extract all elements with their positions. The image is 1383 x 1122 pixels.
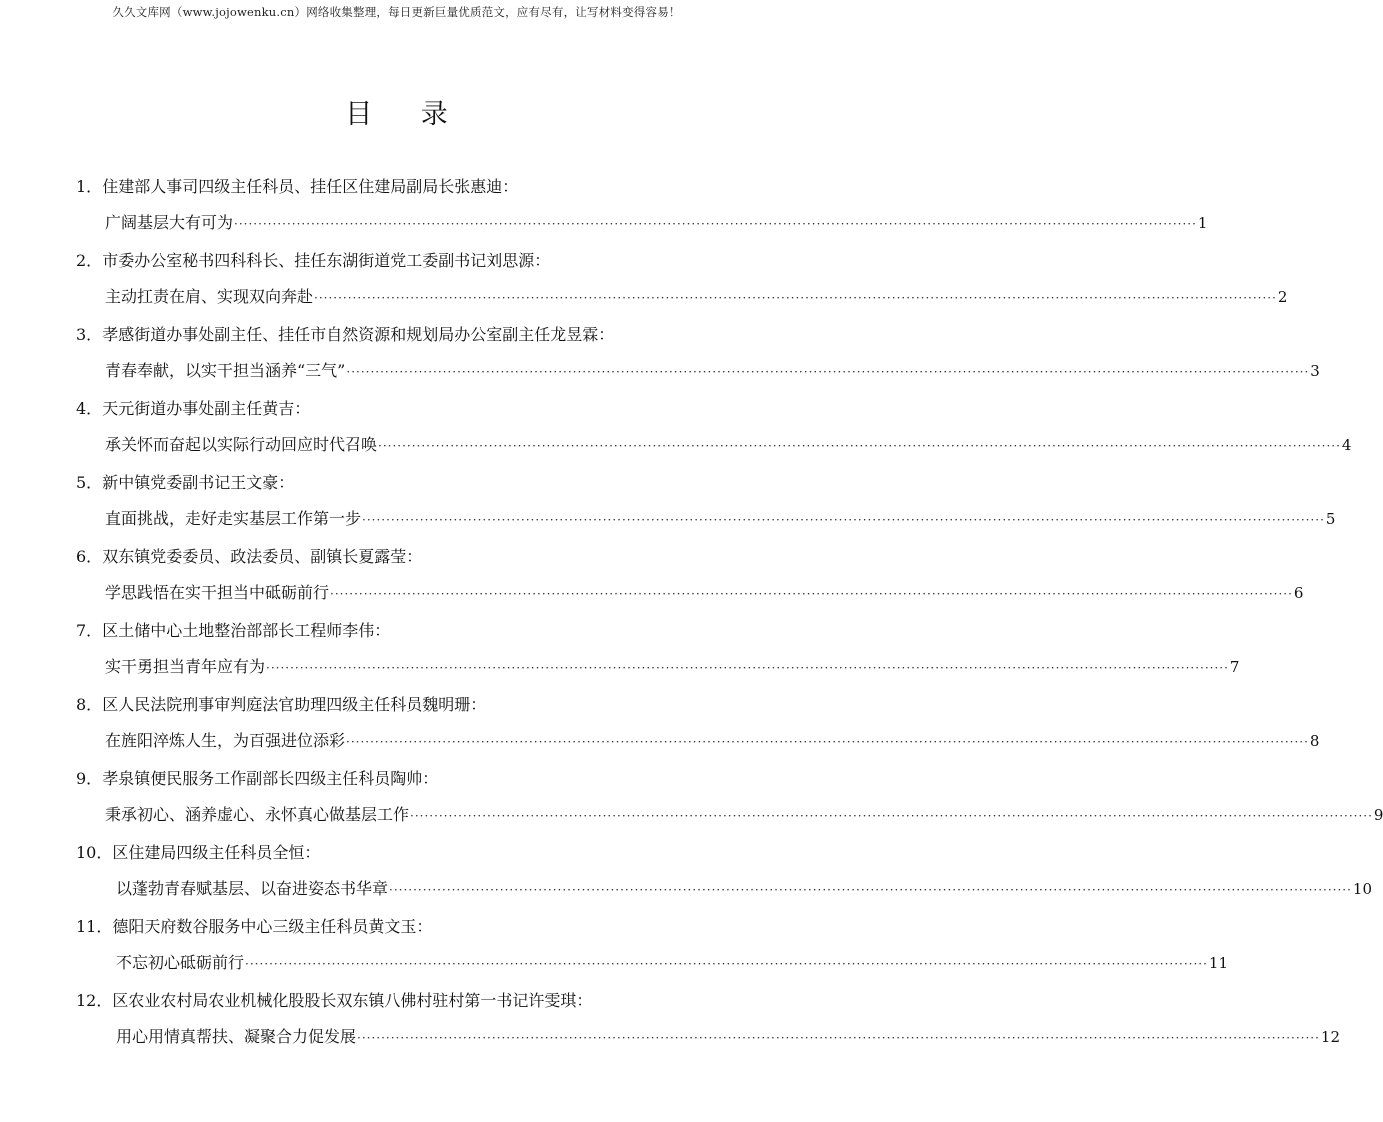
toc-entry-subtitle: 实干勇担当青年应有为	[105, 657, 266, 676]
toc-entry-title: 孝泉镇便民服务工作副部长四级主任科员陶帅：	[102, 769, 439, 788]
toc-entry-title: 区人民法院刑事审判庭法官助理四级主任科员魏明珊：	[102, 695, 487, 714]
toc-entry-page-number: 1	[1197, 214, 1208, 232]
toc-entry-subtitle: 青春奉献，以实干担当涵养“三气”	[105, 361, 346, 380]
toc-entry-line[interactable]	[105, 210, 1208, 233]
toc-entry[interactable]	[0, 760, 1383, 834]
toc-entry-heading	[76, 248, 550, 271]
page-title: 目 录	[345, 99, 468, 130]
toc-entry-subtitle: 广阔基层大有可为	[105, 213, 234, 232]
toc-entry[interactable]	[0, 908, 1228, 982]
toc-entry-page-number: 2	[1277, 288, 1288, 306]
toc-entry-page-number: 3	[1310, 362, 1320, 380]
toc-entry[interactable]	[0, 242, 1288, 316]
toc-entry-line[interactable]	[105, 284, 1288, 307]
toc-entry-heading	[76, 914, 432, 937]
toc-entry-page-number: 12	[1320, 1028, 1340, 1046]
toc-entry-number: 9．	[76, 769, 103, 788]
toc-entry-title: 孝感街道办事处副主任、挂任市自然资源和规划局办公室副主任龙昱霖：	[102, 325, 615, 344]
toc-entry-page-number: 8	[1309, 732, 1320, 750]
toc-entry-number: 3．	[76, 325, 103, 344]
toc-entry-subtitle: 用心用情真帮扶、凝聚合力促发展	[116, 1027, 357, 1046]
toc-entry-number: 11．	[76, 917, 113, 936]
toc-entry-number: 7．	[76, 621, 103, 640]
toc-entry-title: 区土储中心土地整治部部长工程师李伟：	[102, 621, 391, 640]
toc-entry-subtitle: 直面挑战，走好走实基层工作第一步	[105, 509, 362, 528]
toc-entry[interactable]	[0, 538, 1304, 612]
dot-leader: ········································································································································································································	[410, 809, 1373, 823]
toc-entry-subtitle: 以蓬勃青春赋基层、以奋进姿态书华章	[116, 879, 389, 898]
toc-entry-line[interactable]	[105, 432, 1352, 455]
dot-leader: ········································································································································································································	[266, 661, 1229, 675]
toc-entry-page-number: 6	[1293, 584, 1304, 602]
toc-entry-subtitle: 在旌阳淬炼人生，为百强进位添彩	[105, 731, 346, 750]
toc-entry-page-number: 7	[1229, 658, 1240, 676]
toc-entry-heading	[76, 988, 592, 1011]
toc-entry[interactable]	[0, 168, 1208, 242]
toc-entry-subtitle: 秉承初心、涵养虚心、永怀真心做基层工作	[105, 805, 410, 824]
toc-entry-title: 新中镇党委副书记王文豪：	[102, 473, 295, 492]
toc-entry-line[interactable]	[105, 506, 1336, 529]
toc-entry-page-number: 4	[1341, 436, 1352, 454]
toc-entry-heading	[76, 766, 438, 789]
page-header: 久久文库网（www.jojowenku.cn）网络收集整理，每日更新巨量优质范文，应有尽有，让写材料变得容易！	[112, 5, 681, 19]
toc-entry-line[interactable]	[105, 358, 1320, 381]
dot-leader: ········································································································································································································	[378, 439, 1341, 453]
toc-entry-heading	[76, 618, 390, 641]
toc-entry-line[interactable]	[116, 876, 1372, 899]
toc-entry[interactable]	[0, 612, 1240, 686]
toc-entry-number: 4．	[76, 399, 103, 418]
toc-entry-subtitle: 承关怀而奋起以实际行动回应时代召唤	[105, 435, 378, 454]
toc-entry-page-number: 10	[1352, 880, 1372, 898]
toc-entry-title: 天元街道办事处副主任黄吉：	[102, 399, 311, 418]
toc-entry-title: 双东镇党委委员、政法委员、副镇长夏露莹：	[102, 547, 423, 566]
table-of-contents	[0, 168, 1383, 1056]
toc-entry-number: 5．	[76, 473, 103, 492]
toc-entry-heading	[76, 692, 486, 715]
toc-entry-heading	[76, 840, 320, 863]
toc-entry-number: 1．	[76, 177, 103, 196]
toc-entry-subtitle: 学思践悟在实干担当中砥砺前行	[105, 583, 330, 602]
toc-entry-number: 10．	[76, 843, 113, 862]
toc-entry[interactable]	[0, 982, 1340, 1056]
toc-entry-title: 市委办公室秘书四科科长、挂任东湖街道党工委副书记刘思源：	[102, 251, 551, 270]
toc-entry-line[interactable]	[116, 950, 1228, 973]
dot-leader: ········································································································································································································	[245, 957, 1208, 971]
toc-entry-title: 住建部人事司四级主任科员、挂任区住建局副局长张惠迪：	[102, 177, 519, 196]
toc-entry-line[interactable]	[105, 728, 1320, 751]
toc-entry-title: 区住建局四级主任科员全恒：	[112, 843, 321, 862]
toc-entry-title: 区农业农村局农业机械化股股长双东镇八佛村驻村第一书记许雯琪：	[112, 991, 593, 1010]
toc-entry-page-number: 9	[1373, 806, 1383, 824]
toc-entry-page-number: 5	[1325, 510, 1336, 528]
dot-leader: ········································································································································································································	[346, 735, 1309, 749]
toc-entry-number: 8．	[76, 695, 103, 714]
toc-entry-line[interactable]	[105, 654, 1240, 677]
dot-leader: ········································································································································································································	[314, 291, 1277, 305]
toc-entry-subtitle: 不忘初心砥砺前行	[116, 953, 245, 972]
toc-entry-page-number: 11	[1208, 954, 1228, 972]
dot-leader: ········································································································································································································	[346, 365, 1310, 379]
toc-entry-heading	[76, 322, 614, 345]
toc-entry[interactable]	[0, 686, 1320, 760]
toc-entry[interactable]	[0, 834, 1372, 908]
toc-entry-title: 德阳天府数谷服务中心三级主任科员黄文玉：	[112, 917, 433, 936]
dot-leader: ········································································································································································································	[389, 883, 1352, 897]
toc-entry-heading	[76, 544, 422, 567]
toc-entry-subtitle: 主动扛责在肩、实现双向奔赴	[105, 287, 314, 306]
toc-entry-number: 12．	[76, 991, 113, 1010]
toc-entry-line[interactable]	[116, 1024, 1340, 1047]
toc-entry-heading	[76, 174, 518, 197]
dot-leader: ········································································································································································································	[362, 513, 1325, 527]
toc-entry-number: 2．	[76, 251, 103, 270]
dot-leader: ········································································································································································································	[357, 1031, 1320, 1045]
toc-entry[interactable]	[0, 464, 1336, 538]
dot-leader: ········································································································································································································	[330, 587, 1293, 601]
toc-entry-line[interactable]	[105, 580, 1304, 603]
dot-leader: ········································································································································································································	[234, 217, 1197, 231]
toc-entry[interactable]	[0, 316, 1320, 390]
toc-entry-heading	[76, 396, 310, 419]
toc-entry-line[interactable]	[105, 802, 1383, 825]
toc-entry-heading	[76, 470, 294, 493]
toc-entry[interactable]	[0, 390, 1352, 464]
toc-entry-number: 6．	[76, 547, 103, 566]
